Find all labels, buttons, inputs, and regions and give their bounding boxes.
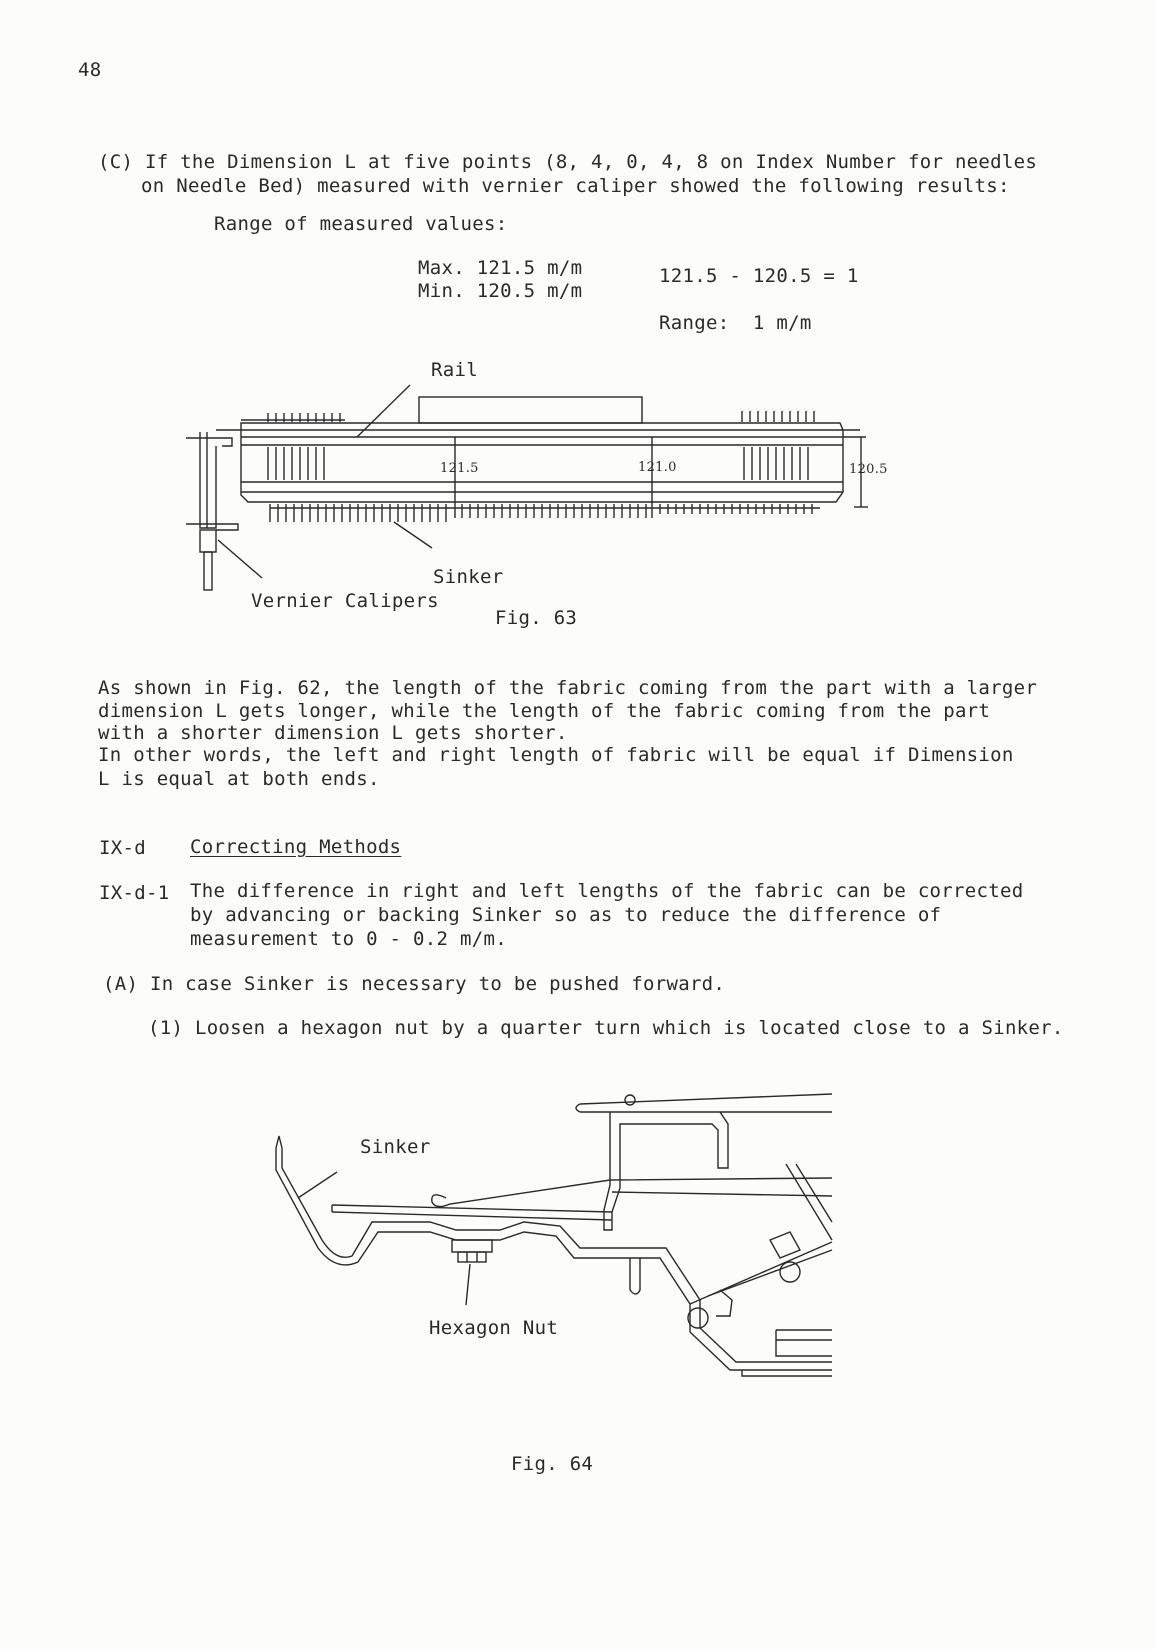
- max-value: Max. 121.5 m/m: [418, 257, 583, 279]
- nut-pointer: [466, 1264, 470, 1305]
- sinker-label: Sinker: [433, 566, 504, 588]
- fig-64-caption: Fig. 64: [511, 1453, 594, 1475]
- paragraph-line-5: L is equal at both ends.: [98, 768, 380, 790]
- section-c-line-1: (C) If the Dimension L at five points (8, 4, 0, 4, 8 on Index Number for needles: [98, 151, 1038, 173]
- rail-label: Rail: [431, 359, 478, 381]
- hexagon-nut-label: Hexagon Nut: [429, 1317, 559, 1339]
- dimension-121-5: 121.5: [440, 461, 479, 476]
- dimension-121-0: 121.0: [638, 460, 677, 475]
- paragraph-line-1: As shown in Fig. 62, the length of the fabric coming from the part with a larger: [98, 677, 1038, 699]
- calipers-label: Vernier Calipers: [251, 590, 439, 612]
- hexagon-nut: [452, 1240, 492, 1252]
- range-result: Range: 1 m/m: [659, 312, 812, 334]
- section-ixd1-line-1: The difference in right and left lengths of the fabric can be corrected: [190, 880, 1024, 902]
- section-ixd1-line-2: by advancing or backing Sinker so as to reduce the difference of: [190, 904, 942, 926]
- section-ixd1-line-3: measurement to 0 - 0.2 m/m.: [190, 928, 507, 950]
- case-a: (A) In case Sinker is necessary to be pushed forward.: [103, 973, 726, 995]
- section-ixd1-number: IX-d-1: [99, 882, 170, 904]
- section-c-line-2: on Needle Bed) measured with vernier caliper showed the following results:: [141, 175, 1010, 197]
- min-value: Min. 120.5 m/m: [418, 280, 583, 302]
- fig64-sinker-label: Sinker: [360, 1136, 431, 1158]
- dimension-120-5: 120.5: [849, 462, 888, 477]
- section-ixd-number: IX-d: [99, 837, 146, 859]
- section-ixd-title: Correcting Methods: [190, 836, 402, 858]
- paragraph-line-2: dimension L gets longer, while the length of the fabric coming from the part: [98, 700, 991, 722]
- step-1: (1) Loosen a hexagon nut by a quarter turn which is located close to a Sinker.: [148, 1017, 1064, 1039]
- paragraph-line-3: with a shorter dimension L gets shorter.: [98, 722, 568, 744]
- paragraph-line-4: In other words, the left and right length of fabric will be equal if Dimension: [98, 744, 1014, 766]
- sinker-pointer: [298, 1172, 337, 1198]
- fig-63-caption: Fig. 63: [495, 607, 578, 629]
- range-heading: Range of measured values:: [214, 213, 508, 235]
- range-calculation: 121.5 - 120.5 = 1: [659, 265, 859, 287]
- page-number: 48: [78, 59, 102, 81]
